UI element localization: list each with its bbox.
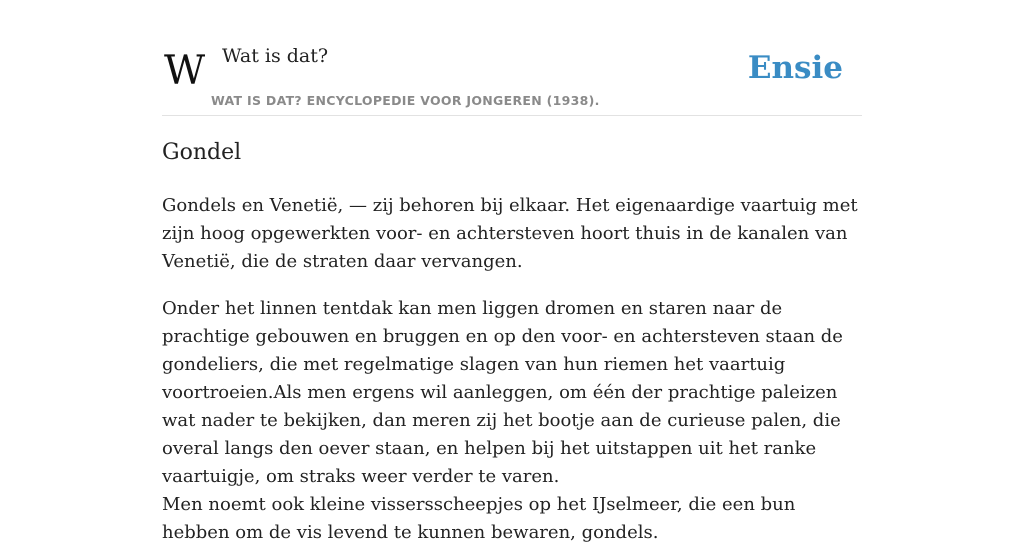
article-paragraph-3: Men noemt ook kleine vissersscheepjes op het IJselmeer, die een bun hebben om de vis levend te kunnen bewaren, gondels. xyxy=(162,494,796,543)
w-logo-svg xyxy=(164,48,208,94)
wikipedia-logo-icon[interactable] xyxy=(164,48,208,94)
article-title: Gondel xyxy=(162,140,242,165)
brand-logo[interactable]: Ensie xyxy=(747,50,843,86)
article-paragraph-group xyxy=(162,295,862,547)
article-paragraph-2: Onder het linnen tentdak kan men liggen dromen en staren naar de prachtige gebouwen en bruggen en op den voor- en achtersteven staan de gondeliers, die met regelmatige slagen van hun riemen het vaartuig voortroeien.Als men ergens wil aanleggen, om één der prachtige paleizen wat nader te bekijken, dan meren zij het bootje aan de curieuse palen, die overal langs den oever staan, en helpen bij het uitstappen uit het ranke vaartuigje, om straks weer verder te varen. xyxy=(162,298,843,487)
article-paragraph-1: Gondels en Venetië, — zij behoren bij elkaar. Het eigenaardige vaartuig met zijn hoog opgewerkten voor- en achtersteven hoort thuis in de kanalen van Venetië, die de straten daar vervangen. xyxy=(162,195,858,272)
header xyxy=(162,0,862,116)
logo-glyph: W xyxy=(164,48,200,94)
content-container xyxy=(162,0,862,543)
source-subtitle: WAT IS DAT? ENCYCLOPEDIE VOOR JONGEREN (1938). xyxy=(211,93,600,108)
site-title[interactable]: Wat is dat? xyxy=(222,45,329,67)
